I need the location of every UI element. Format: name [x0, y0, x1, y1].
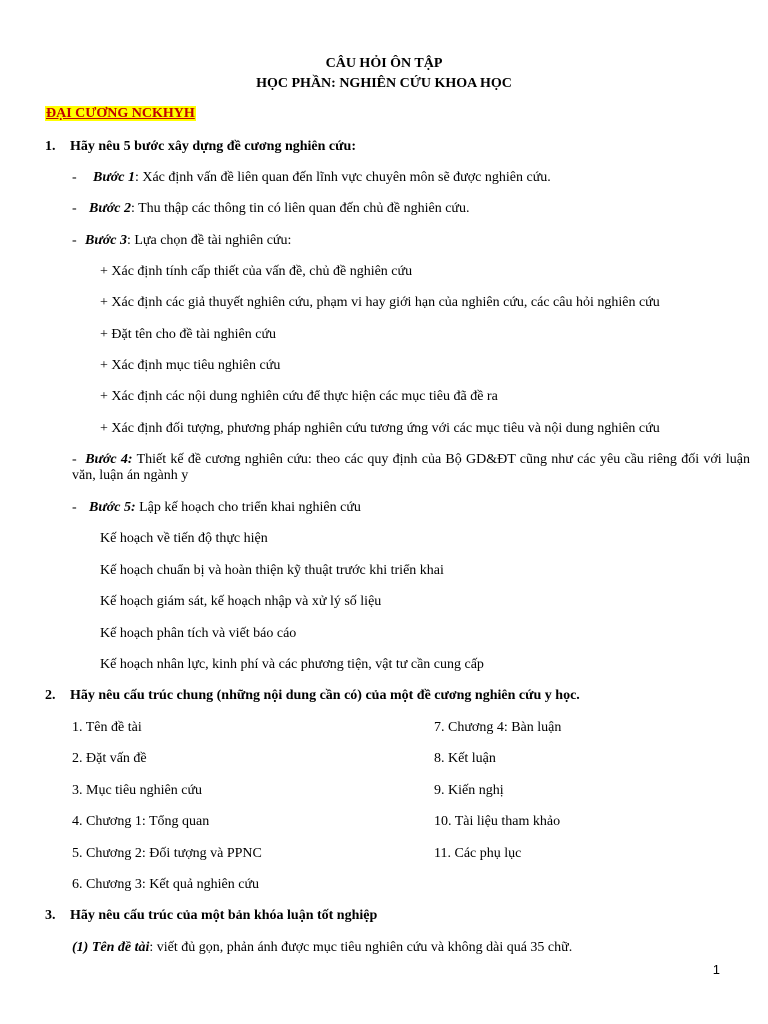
structure-item-right: 8. Kết luận [434, 751, 496, 766]
step-3 [72, 233, 292, 249]
step-4-dash: - [72, 452, 77, 467]
step-3-item: + Xác định các nội dung nghiên cứu để thực hiện các mục tiêu đã đề ra [100, 389, 498, 404]
step-5-item: Kế hoạch phân tích và viết báo cáo [100, 626, 297, 641]
step-3-item: + Xác định tính cấp thiết của vấn đề, chủ đề nghiên cứu [100, 264, 413, 279]
question-3-text: Hãy nêu cấu trúc của một bản khóa luận tốt nghiệp [70, 908, 378, 923]
structure-item-right: 9. Kiến nghị [434, 783, 504, 798]
structure-item-right: 11. Các phụ lục [434, 846, 522, 861]
structure-item-left: 5. Chương 2: Đối tượng và PPNC [72, 846, 262, 861]
step-4 [72, 452, 750, 484]
doc-subtitle: HỌC PHẦN: NGHIÊN CỨU KHOA HỌC [256, 76, 512, 91]
step-2-label: Bước 2 [89, 201, 131, 216]
doc-title: CÂU HỎI ÔN TẬP [325, 56, 443, 71]
question-3-number: 3. [45, 908, 56, 923]
question-2-text: Hãy nêu cấu trúc chung (những nội dung cần có) của một đề cương nghiên cứu y học. [70, 688, 580, 703]
step-5-item: Kế hoạch giám sát, kế hoạch nhập và xử lý số liệu [100, 594, 382, 609]
step-5-item: Kế hoạch chuẩn bị và hoàn thiện kỹ thuật trước khi triển khai [100, 563, 444, 578]
step-5-item: Kế hoạch về tiến độ thực hiện [100, 531, 268, 546]
question-1-number: 1. [45, 139, 56, 154]
thesis-item-1-label: (1) Tên đề tài [72, 940, 150, 955]
step-1-label: Bước 1 [93, 170, 135, 185]
step-3-item: + Xác định mục tiêu nghiên cứu [100, 358, 281, 373]
step-3-dash: - [72, 233, 77, 248]
question-2 [45, 688, 580, 704]
step-3-item: + Xác định các giả thuyết nghiên cứu, phạm vi hay giới hạn của nghiên cứu, các câu hỏi nghiên cứu [100, 295, 660, 310]
structure-item-right: 7. Chương 4: Bàn luận [434, 720, 562, 735]
structure-item-left: 3. Mục tiêu nghiên cứu [72, 783, 203, 798]
step-5-text: Lập kế hoạch cho triển khai nghiên cứu [135, 500, 361, 515]
step-1 [72, 170, 551, 186]
thesis-item-1-text: : viết đủ gọn, phản ánh được mục tiêu nghiên cứu và không dài quá 35 chữ. [149, 940, 573, 955]
structure-item-right: 10. Tài liệu tham khảo [434, 814, 561, 829]
step-3-text: : Lựa chọn đề tài nghiên cứu: [126, 233, 292, 248]
section-heading-text: ĐẠI CƯƠNG NCKHYH [46, 106, 195, 121]
step-1-text: : Xác định vấn đề liên quan đến lĩnh vực chuyên môn sẽ được nghiên cứu. [134, 170, 551, 185]
step-3-label: Bước 3 [85, 233, 127, 248]
question-1 [45, 139, 356, 155]
question-1-text: Hãy nêu 5 bước xây dựng đề cương nghiên cứu: [70, 139, 356, 154]
section-heading [45, 106, 196, 122]
step-4-label: Bước 4: [85, 452, 133, 467]
step-3-item: + Xác định đối tượng, phương pháp nghiên cứu tương ứng với các mục tiêu và nội dung nghiên cứu [100, 421, 660, 436]
step-2-dash: - [72, 201, 77, 216]
structure-item-left: 6. Chương 3: Kết quả nghiên cứu [72, 877, 260, 892]
step-5-dash: - [72, 500, 77, 515]
structure-item-left: 4. Chương 1: Tổng quan [72, 814, 210, 829]
step-2 [72, 201, 470, 217]
step-5 [72, 500, 361, 516]
step-1-dash: - [72, 170, 77, 185]
question-2-number: 2. [45, 688, 56, 703]
structure-item-left: 2. Đặt vấn đề [72, 751, 147, 766]
question-3 [45, 908, 378, 924]
step-5-item: Kế hoạch nhân lực, kinh phí và các phương tiện, vật tư cần cung cấp [100, 657, 484, 672]
step-2-text: : Thu thập các thông tin có liên quan đến chủ đề nghiên cứu. [130, 201, 470, 216]
page-number: 1 [712, 962, 720, 977]
step-5-label: Bước 5: [89, 500, 136, 515]
step-4-text: Thiết kế đề cương nghiên cứu: theo các quy định của Bộ GD&ĐT cũng như các yêu cầu riêng đối với luận văn, luận án ngành y [72, 452, 750, 483]
structure-item-left: 1. Tên đề tài [72, 720, 142, 735]
step-3-item: + Đặt tên cho đề tài nghiên cứu [100, 327, 277, 342]
thesis-item-1 [72, 940, 572, 956]
